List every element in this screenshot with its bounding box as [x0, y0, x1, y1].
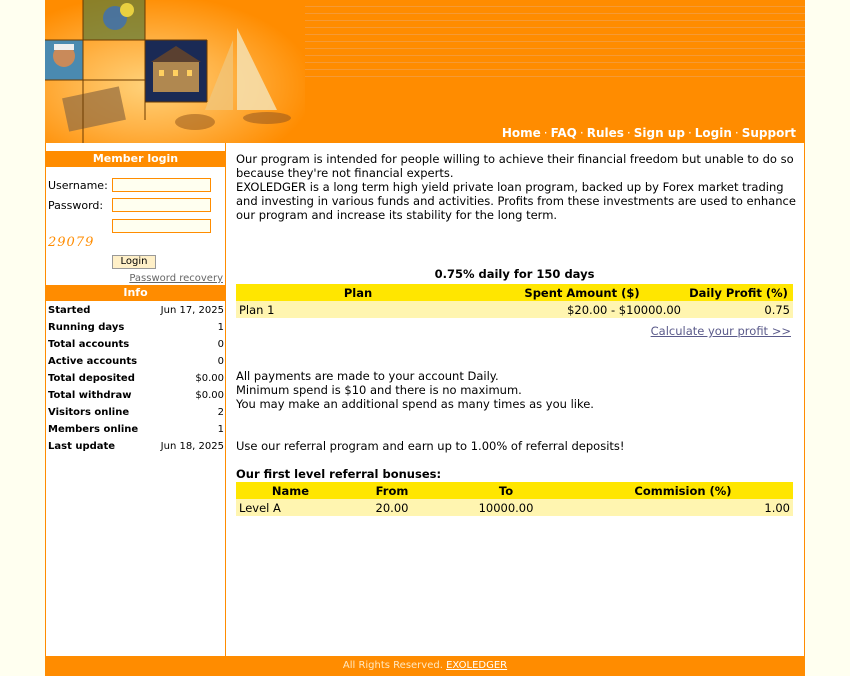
- ref-header-commission: Commision (%): [573, 482, 793, 499]
- username-input[interactable]: [112, 178, 211, 192]
- info-row-total-withdraw: [46, 387, 226, 404]
- nav-rules-link[interactable]: Rules: [586, 126, 624, 140]
- info-key: Total deposited: [48, 373, 135, 384]
- info-value: 1: [217, 424, 224, 435]
- info-title: Info: [46, 285, 225, 301]
- footer: [45, 656, 805, 676]
- intro-paragraph-2: EXOLEDGER is a long term high yield private loan program, backed up by Forex market trading and investing in various funds and activities. Profits from these investments are used to enhance our program and increase its stability for the long term.: [236, 180, 796, 222]
- payment-line-3: You may make an additional spend as many times as you like.: [236, 397, 594, 411]
- password-label: Password:: [48, 199, 104, 212]
- info-value: $0.00: [195, 373, 224, 384]
- info-row-active-accounts: [46, 353, 226, 370]
- left-sidebar: [45, 143, 226, 656]
- main-content: [226, 143, 805, 656]
- top-nav: [502, 126, 796, 140]
- referral-table-header: [236, 482, 793, 499]
- info-key: Visitors online: [48, 407, 130, 418]
- header-stripes: [285, 0, 805, 80]
- info-row-total-deposited: [46, 370, 226, 387]
- ref-header-name: Name: [236, 482, 345, 499]
- password-input[interactable]: [112, 198, 211, 212]
- info-key: Active accounts: [48, 356, 138, 367]
- referral-title: Our first level referral bonuses:: [236, 467, 442, 481]
- plan-header-amount: Spent Amount ($): [480, 284, 684, 301]
- info-row-total-accounts: [46, 336, 226, 353]
- info-value: 0: [217, 339, 224, 350]
- calculate-profit-link[interactable]: Calculate your profit >>: [650, 324, 791, 338]
- login-button[interactable]: Login: [112, 255, 156, 269]
- info-key: Members online: [48, 424, 139, 435]
- header-banner: [45, 0, 805, 143]
- referral-table: [236, 482, 793, 516]
- info-row-visitors-online: [46, 404, 226, 421]
- info-value: 2: [217, 407, 224, 418]
- nav-signup-link[interactable]: Sign up: [633, 126, 685, 140]
- plan-title: 0.75% daily for 150 days: [434, 267, 595, 281]
- ref-name-cell: Level A: [236, 499, 345, 516]
- info-row-running-days: [46, 319, 226, 336]
- nav-faq-link[interactable]: FAQ: [550, 126, 577, 140]
- info-value: $0.00: [195, 390, 224, 401]
- info-list: [46, 302, 226, 455]
- ref-header-from: From: [345, 482, 439, 499]
- info-key: Total withdraw: [48, 390, 132, 401]
- nav-home-link[interactable]: Home: [501, 126, 541, 140]
- info-value: Jun 17, 2025: [160, 305, 224, 316]
- header-collage-image: [45, 0, 305, 143]
- collage-graphic: [45, 0, 305, 143]
- ref-header-to: To: [439, 482, 573, 499]
- footer-brand-link[interactable]: EXOLEDGER: [446, 660, 508, 671]
- plan-profit-cell: 0.75: [684, 301, 793, 318]
- info-key: Total accounts: [48, 339, 130, 350]
- password-recovery-link[interactable]: Password recovery: [129, 273, 223, 284]
- info-key: Running days: [48, 322, 125, 333]
- nav-separator: ·: [626, 126, 631, 140]
- nav-separator: ·: [687, 126, 692, 140]
- info-box: [46, 285, 225, 301]
- nav-separator: ·: [579, 126, 584, 140]
- username-label: Username:: [48, 179, 108, 192]
- plan-table: [236, 284, 793, 318]
- captcha-input[interactable]: [112, 219, 211, 233]
- ref-to-cell: 10000.00: [439, 499, 573, 516]
- nav-login-link[interactable]: Login: [694, 126, 732, 140]
- info-key: Last update: [48, 441, 116, 452]
- plan-table-header: [236, 284, 793, 301]
- table-row: [236, 499, 793, 516]
- nav-support-link[interactable]: Support: [741, 126, 796, 140]
- info-row-started: [46, 302, 226, 319]
- info-value: Jun 18, 2025: [160, 441, 224, 452]
- member-login-title: Member login: [46, 151, 225, 167]
- payment-line-2: Minimum spend is $10 and there is no maximum.: [236, 383, 522, 397]
- referral-text: Use our referral program and earn up to 1.00% of referral deposits!: [236, 439, 625, 453]
- info-key: Started: [48, 305, 91, 316]
- plan-header-profit: Daily Profit (%): [684, 284, 793, 301]
- plan-amount-cell: $20.00 - $10000.00: [480, 301, 684, 318]
- footer-copyright: All Rights Reserved.: [342, 660, 443, 671]
- info-value: 0: [217, 356, 224, 367]
- info-row-last-update: [46, 438, 226, 455]
- payment-line-1: All payments are made to your account Daily.: [236, 369, 499, 383]
- captcha-image: 29079: [48, 235, 95, 250]
- plan-name-cell: Plan 1: [236, 301, 480, 318]
- plan-header-plan: Plan: [236, 284, 480, 301]
- table-row: [236, 301, 793, 318]
- ref-from-cell: 20.00: [345, 499, 439, 516]
- info-row-members-online: [46, 421, 226, 438]
- member-login-box: [46, 151, 225, 287]
- info-value: 1: [217, 322, 224, 333]
- nav-separator: ·: [734, 126, 739, 140]
- nav-separator: ·: [543, 126, 548, 140]
- ref-commission-cell: 1.00: [573, 499, 793, 516]
- intro-paragraph-1: Our program is intended for people willing to achieve their financial freedom but unable to do so because they're not financial experts.: [236, 152, 794, 180]
